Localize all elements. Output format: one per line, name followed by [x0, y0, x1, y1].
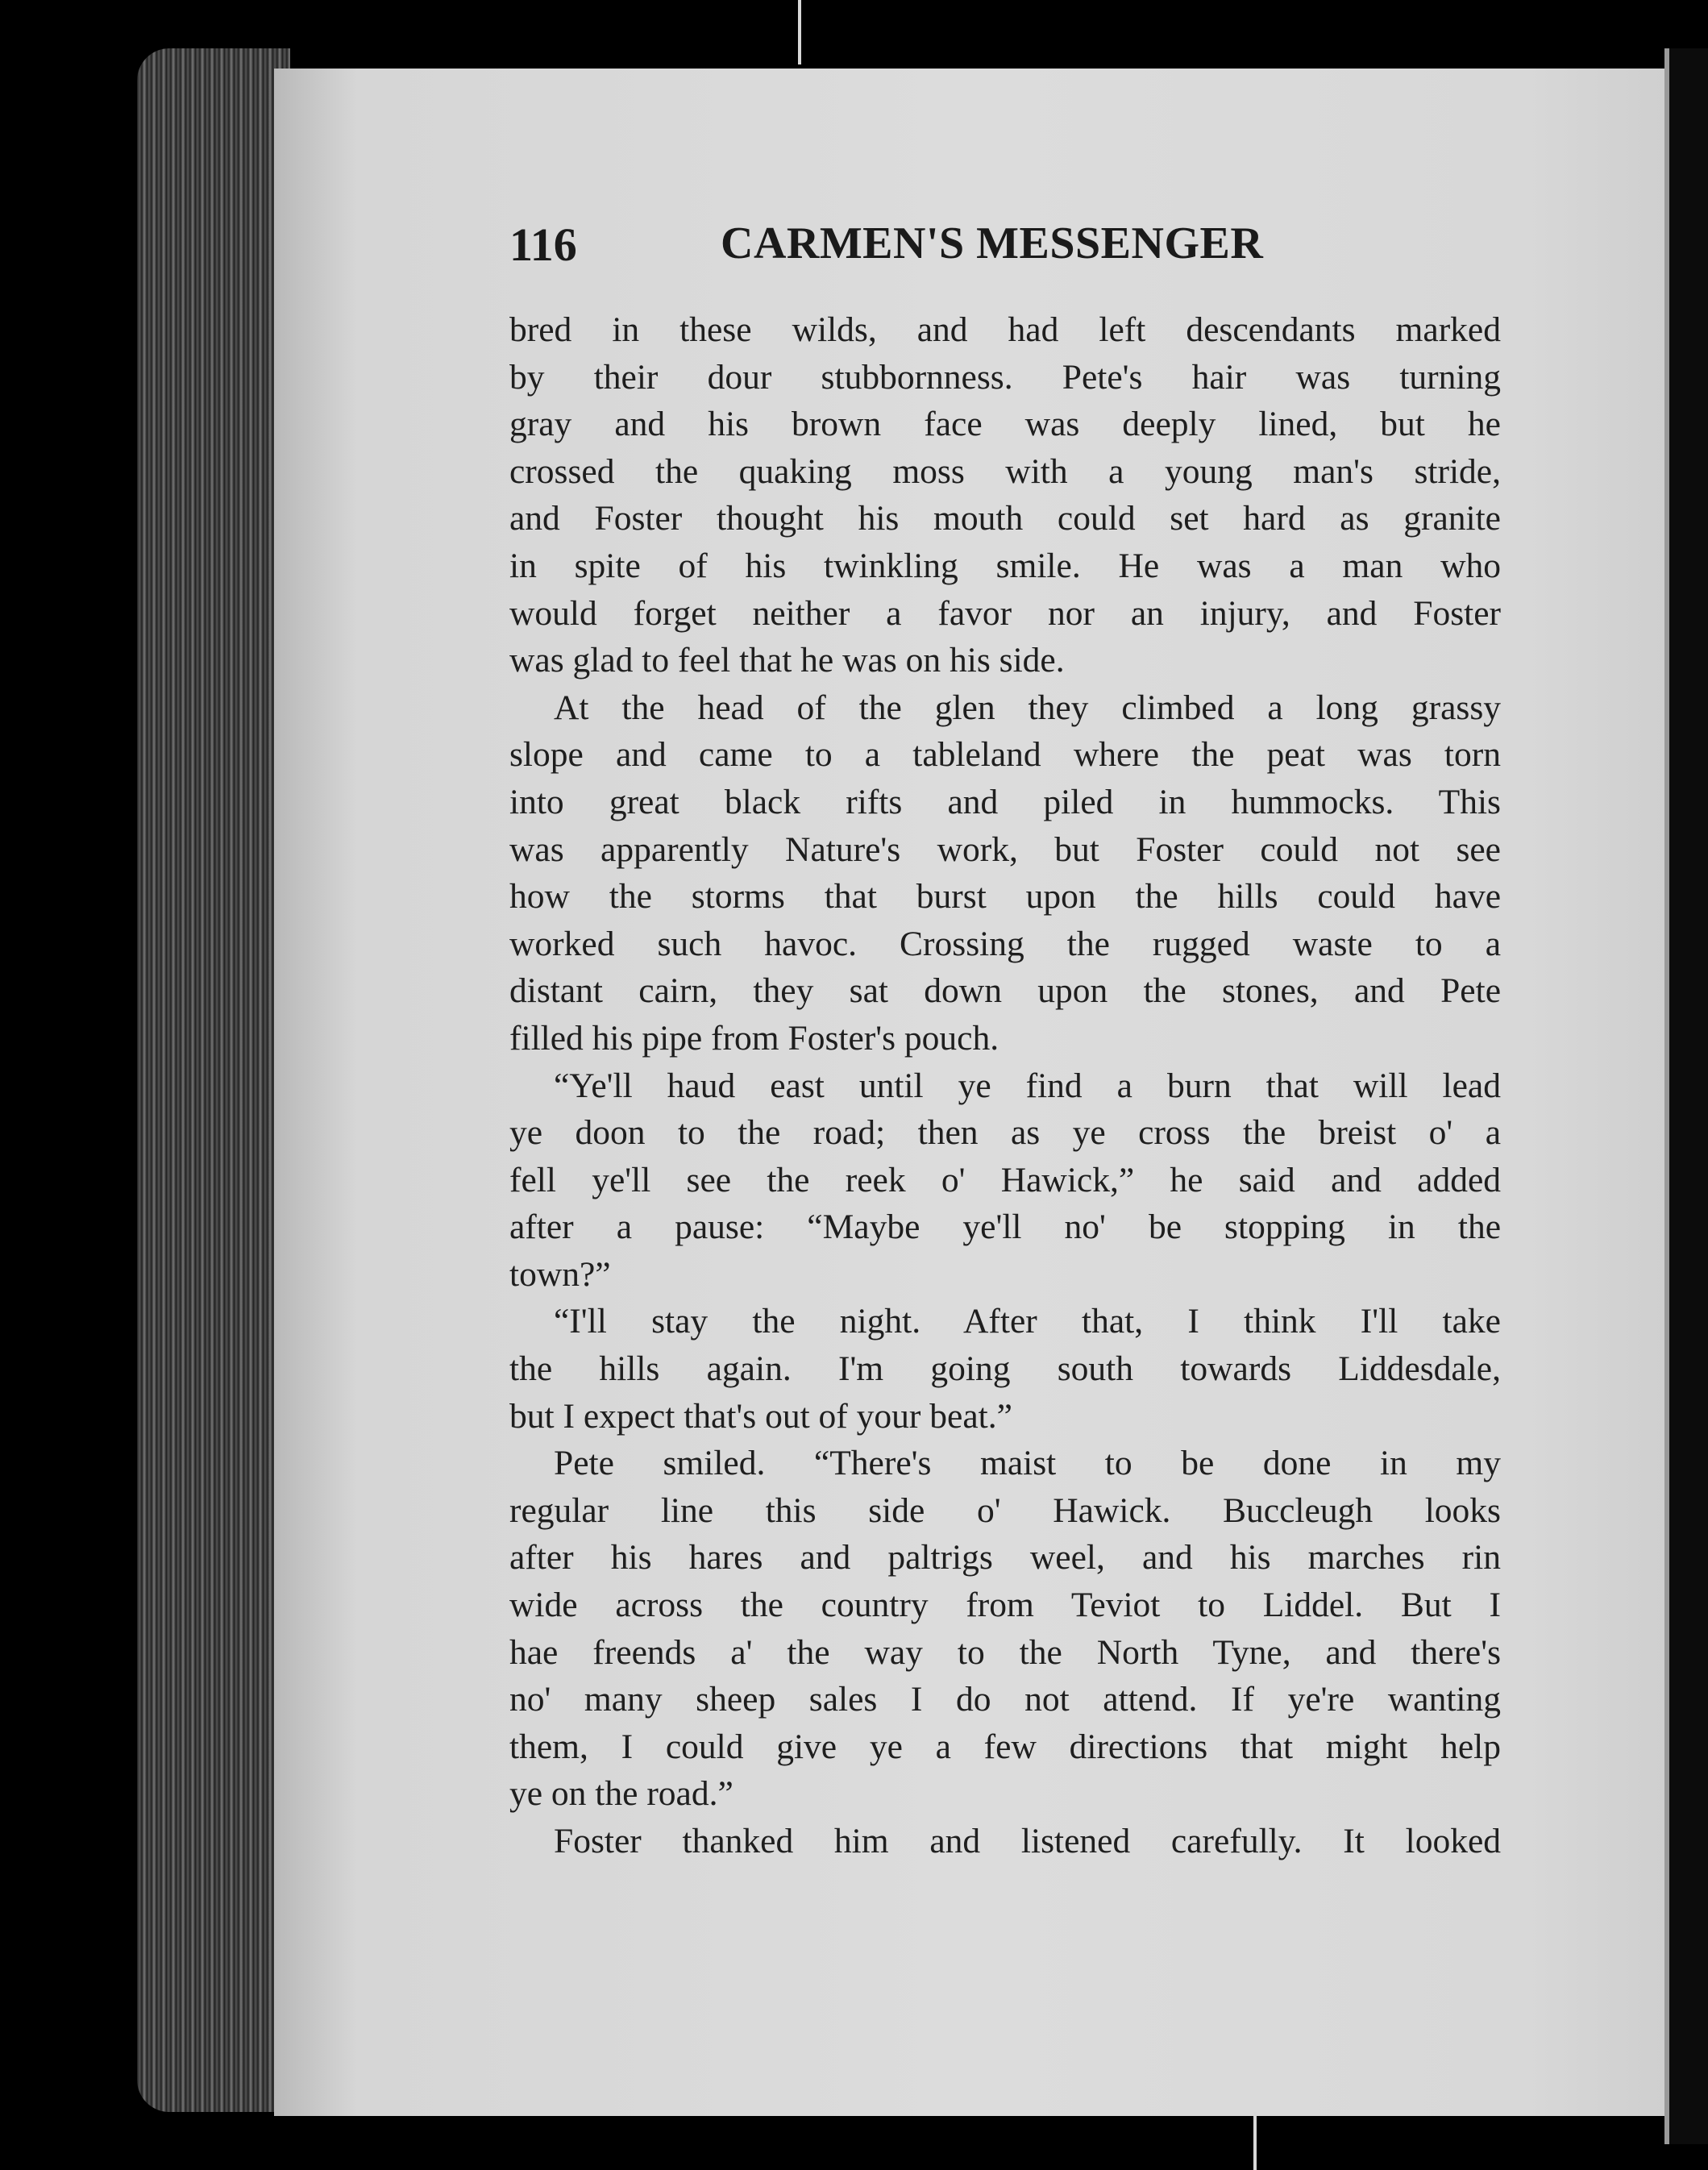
- paragraph: [509, 306, 1501, 684]
- text-line: ye on the road.”: [509, 1774, 733, 1814]
- paragraph: [509, 1298, 1501, 1440]
- text-line: slope and came to a tableland where the peat was torn: [509, 735, 1501, 775]
- book-page-edges: [137, 48, 290, 2112]
- running-title: CARMEN'S MESSENGER: [721, 218, 1264, 268]
- text-line: Foster thanked him and listened carefully. It looked: [554, 1822, 1501, 1860]
- text-line: by their dour stubbornness. Pete's hair was turning: [509, 357, 1501, 397]
- text-line: ye doon to the road; then as ye cross the breist o' a: [509, 1113, 1501, 1153]
- text-line: “I'll stay the night. After that, I think I'll take: [554, 1302, 1501, 1341]
- text-line: the hills again. I'm going south towards Liddesdale,: [509, 1349, 1501, 1389]
- text-line: hae freends a' the way to the North Tyne, and there's: [509, 1632, 1501, 1672]
- text-line: no' many sheep sales I do not attend. If ye're wanting: [509, 1680, 1501, 1719]
- text-line: bred in these wilds, and had left descendants marked: [509, 310, 1501, 349]
- text-line: was glad to feel that he was on his side.: [509, 641, 1065, 680]
- text-line: distant cairn, they sat down upon the stones, and Pete: [509, 971, 1501, 1011]
- text-line: At the head of the glen they climbed a long grassy: [554, 688, 1501, 727]
- text-line: after a pause: “Maybe ye'll no' be stopping in the: [509, 1208, 1501, 1247]
- text-line: would forget neither a favor nor an injury, and Foster: [509, 593, 1501, 633]
- text-line: town?”: [509, 1254, 611, 1294]
- text-line: crossed the quaking moss with a young man's stride,: [509, 451, 1501, 491]
- text-line: how the storms that burst upon the hills could have: [509, 877, 1501, 917]
- text-line: wide across the country from Teviot to Liddel. But I: [509, 1586, 1501, 1625]
- paragraph: [509, 1440, 1501, 1818]
- text-line: Pete smiled. “There's maist to be done in my: [554, 1444, 1501, 1483]
- film-scratch: [798, 0, 801, 64]
- text-line: but I expect that's out of your beat.”: [509, 1396, 1012, 1436]
- text-line: into great black rifts and piled in hummocks. This: [509, 782, 1501, 821]
- film-scratch: [1253, 2112, 1257, 2170]
- text-line: and Foster thought his mouth could set hard as granite: [509, 499, 1501, 538]
- text-line: “Ye'll haud east until ye find a burn that will lead: [554, 1066, 1501, 1105]
- text-line: in spite of his twinkling smile. He was a man who: [509, 546, 1501, 585]
- body-text: [509, 306, 1501, 1865]
- paragraph: [509, 1818, 1501, 1865]
- page-number: 116: [509, 218, 577, 271]
- text-line: filled his pipe from Foster's pouch.: [509, 1018, 999, 1058]
- text-line: after his hares and paltrigs weel, and his marches rin: [509, 1538, 1501, 1578]
- text-line: fell ye'll see the reek o' Hawick,” he said and added: [509, 1160, 1501, 1199]
- text-line: them, I could give ye a few directions that might help: [509, 1727, 1501, 1766]
- paragraph: [509, 1062, 1501, 1299]
- text-line: was apparently Nature's work, but Foster could not see: [509, 829, 1501, 869]
- paragraph: [509, 684, 1501, 1062]
- running-header: [509, 218, 1505, 282]
- text-line: worked such havoc. Crossing the rugged waste to a: [509, 924, 1501, 963]
- facing-page-edge: [1664, 48, 1708, 2144]
- text-line: gray and his brown face was deeply lined, but he: [509, 405, 1501, 444]
- text-line: regular line this side o' Hawick. Buccleugh looks: [509, 1490, 1501, 1530]
